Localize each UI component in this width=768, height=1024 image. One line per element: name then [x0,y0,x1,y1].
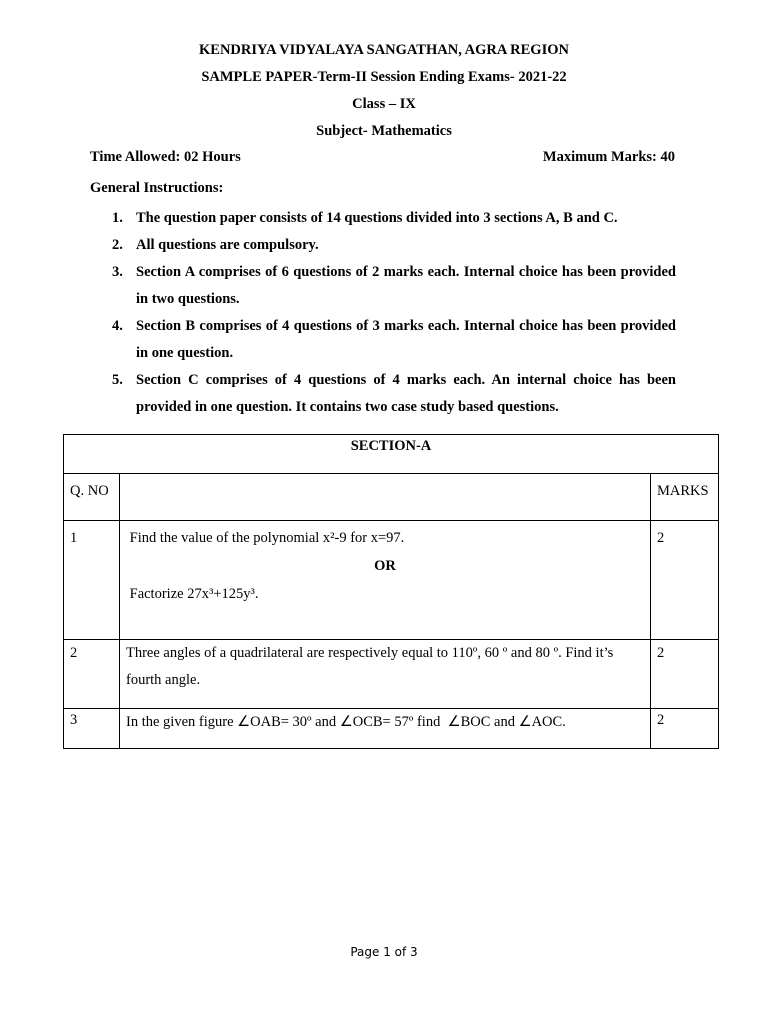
instruction-item [112,313,676,367]
instruction-text: Section B comprises of 4 questions of 3 marks each. Internal choice has been provided in one question. [136,318,676,361]
instruction-number: 4. [112,318,123,334]
alternate-question-text: Factorize 27x³+125y³. [126,586,259,602]
question-marks: 2 [650,521,718,640]
question-number: 1 [64,521,120,640]
instruction-item [112,259,676,313]
section-title: SECTION-A [64,435,719,474]
question-cell [120,521,651,640]
table-header-row [64,474,719,521]
time-allowed: Time Allowed: 02 Hours [90,149,241,165]
question-text: In the given figure ∠OAB= 30º and ∠OCB= 57º find ∠BOC and ∠AOC. [120,709,651,749]
instruction-text: Section C comprises of 4 questions of 4 marks each. An internal choice has been provided in one question. It contains two case study based questions. [136,372,676,415]
instruction-number: 5. [112,372,123,388]
subject-heading: Subject- Mathematics [316,123,452,139]
maximum-marks: Maximum Marks: 40 [542,149,675,165]
instruction-number: 1. [112,210,123,226]
instruction-item [112,205,676,232]
section-title-row [64,435,719,474]
section-a-table [63,434,719,749]
qno-header: Q. NO [64,474,120,521]
or-separator: OR [374,558,396,574]
marks-header: MARKS [650,474,718,521]
table-row [64,521,719,640]
instruction-number: 3. [112,264,123,280]
general-instructions-heading: General Instructions: [90,180,224,196]
question-number: 2 [64,640,120,709]
instruction-item [112,367,676,421]
instructions-list [112,205,676,421]
question-header [120,474,651,521]
question-marks: 2 [650,640,718,709]
page-number: Page 1 of 3 [350,945,418,959]
instruction-text: The question paper consists of 14 questions divided into 3 sections A, B and C. [136,210,618,226]
question-number: 3 [64,709,120,749]
instruction-text: All questions are compulsory. [136,237,319,253]
table-row [64,709,719,749]
region-heading: KENDRIYA VIDYALAYA SANGATHAN, AGRA REGION [199,42,569,58]
question-marks: 2 [650,709,718,749]
instruction-item [112,232,676,259]
instruction-number: 2. [112,237,123,253]
question-text: Three angles of a quadrilateral are respectively equal to 110º, 60 º and 80 º. Find it’s fourth angle. [120,640,651,709]
instruction-text: Section A comprises of 6 questions of 2 marks each. Internal choice has been provided in two questions. [136,264,676,307]
exam-heading: SAMPLE PAPER-Term-II Session Ending Exams- 2021-22 [201,69,567,85]
table-row [64,640,719,709]
question-text: Find the value of the polynomial x²-9 for x=97. [126,530,405,546]
class-heading: Class – IX [352,96,416,112]
